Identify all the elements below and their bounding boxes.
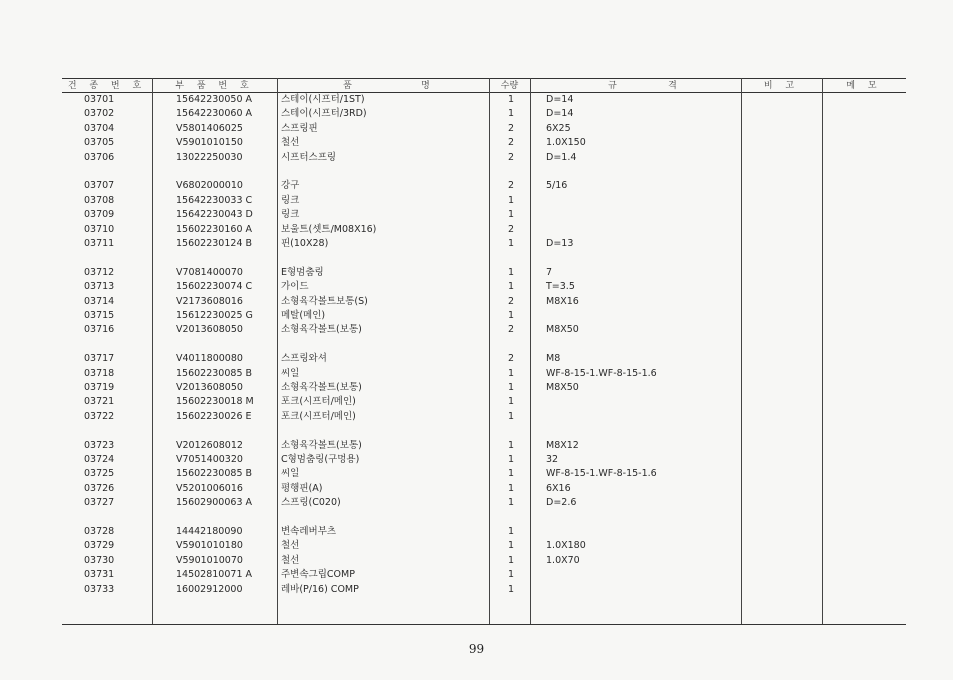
- part-no-cell: 15602230074 C: [176, 281, 253, 293]
- assembly-no-cell: 03719: [84, 382, 115, 393]
- assembly-no-cell: 03708: [84, 194, 115, 206]
- part-no-cell: V2173608016: [176, 295, 243, 307]
- header-spec-right: 격: [668, 81, 682, 91]
- assembly-no-cell: 03718: [84, 367, 115, 379]
- quantity-cell: 1: [507, 94, 515, 105]
- quantity-cell: 1: [507, 540, 515, 552]
- quantity-cell: 1: [507, 497, 515, 509]
- part-name-cell: 레바(P/16) COMP: [281, 583, 359, 595]
- part-name-cell: 소형육각볼트(보통): [281, 382, 362, 393]
- spec-cell: 7: [546, 266, 553, 278]
- spec-cell: 1.0X70: [546, 554, 580, 566]
- quantity-cell: 1: [507, 367, 515, 379]
- table-row: [0, 280, 953, 294]
- part-no-cell: 15602230085 B: [176, 367, 253, 379]
- spec-cell: M8X12: [546, 439, 579, 451]
- quantity-cell: 2: [507, 295, 515, 307]
- part-no-cell: 16002912000: [176, 583, 243, 595]
- table-row: [0, 439, 953, 453]
- table-row: [0, 583, 953, 597]
- part-no-cell: 15602230026 E: [176, 410, 252, 422]
- quantity-cell: 1: [507, 396, 515, 408]
- part-name-cell: 스프링핀: [281, 122, 318, 134]
- part-name-cell: 소형육각볼트(보통): [281, 324, 362, 336]
- table-row: [0, 309, 953, 323]
- part-no-cell: 15642230043 D: [176, 209, 253, 221]
- part-name-cell: 스프링와셔: [281, 353, 327, 365]
- assembly-no-cell: 03728: [84, 526, 115, 537]
- header-assembly-no: 건 종 번 호: [67, 81, 147, 91]
- part-no-cell: 14442180090: [176, 526, 243, 537]
- table-row: [0, 525, 953, 539]
- part-name-cell: 보울트(셋트/M08X16): [281, 223, 377, 235]
- quantity-cell: 2: [507, 137, 515, 149]
- assembly-no-cell: 03724: [84, 454, 115, 465]
- part-name-cell: 변속레버부츠: [281, 526, 337, 537]
- header-name-left: 품: [343, 81, 357, 91]
- part-no-cell: V4011800080: [176, 353, 243, 365]
- table-row: [0, 122, 953, 136]
- header-part-no: 부 품 번 호: [175, 81, 254, 91]
- table-row: [0, 367, 953, 381]
- part-no-cell: V6802000010: [176, 180, 243, 192]
- part-no-cell: 15602230160 A: [176, 223, 253, 235]
- quantity-cell: 1: [507, 569, 515, 581]
- part-name-cell: 스프링(C020): [281, 497, 341, 509]
- part-no-cell: 15642230050 A: [176, 94, 253, 105]
- table-row: [0, 237, 953, 251]
- part-no-cell: 14502810071 A: [176, 569, 253, 581]
- spec-cell: M8: [546, 353, 561, 365]
- table-row: [0, 568, 953, 582]
- quantity-cell: 1: [507, 382, 515, 393]
- part-name-cell: 씨일: [281, 367, 300, 379]
- table-row: [0, 223, 953, 237]
- assembly-no-cell: 03725: [84, 468, 115, 480]
- part-name-cell: 강구: [281, 180, 300, 192]
- table-row: [0, 136, 953, 150]
- quantity-cell: 1: [507, 194, 515, 206]
- quantity-cell: 1: [507, 526, 515, 537]
- part-no-cell: 13022250030: [176, 151, 243, 163]
- table-row: [0, 381, 953, 395]
- table-row: [0, 323, 953, 337]
- spec-cell: M8X16: [546, 295, 579, 307]
- spec-cell: D=13: [546, 238, 574, 249]
- part-name-cell: 스테이(시프터/1ST): [281, 94, 365, 105]
- spec-cell: 1.0X180: [546, 540, 586, 552]
- table-row: [0, 352, 953, 366]
- part-no-cell: V5901010150: [176, 137, 243, 149]
- header-memo: 메 모: [846, 81, 882, 91]
- part-no-cell: V5801406025: [176, 122, 243, 134]
- table-row: [0, 208, 953, 222]
- part-no-cell: 15612230025 G: [176, 310, 253, 321]
- spec-cell: 1.0X150: [546, 137, 586, 149]
- assembly-no-cell: 03709: [84, 209, 115, 221]
- part-name-cell: 철선: [281, 137, 300, 149]
- assembly-no-cell: 03733: [84, 583, 115, 595]
- part-name-cell: 철선: [281, 540, 300, 552]
- assembly-no-cell: 03710: [84, 223, 115, 235]
- table-row: [0, 151, 953, 165]
- part-name-cell: 주변속그립COMP: [281, 569, 355, 581]
- table-row: [0, 554, 953, 568]
- spec-cell: D=1.4: [546, 151, 577, 163]
- quantity-cell: 2: [507, 151, 515, 163]
- part-no-cell: V2012608012: [176, 439, 243, 451]
- spec-cell: WF-8-15-1.WF-8-15-1.6: [546, 468, 657, 480]
- part-no-cell: V5901010070: [176, 554, 243, 566]
- quantity-cell: 1: [507, 266, 515, 278]
- quantity-cell: 1: [507, 439, 515, 451]
- part-no-cell: 15602230124 B: [176, 238, 253, 249]
- table-bottom-rule: [62, 624, 906, 625]
- spec-cell: 5/16: [546, 180, 568, 192]
- table-row: [0, 179, 953, 193]
- assembly-no-cell: 03722: [84, 410, 115, 422]
- table-row: [0, 395, 953, 409]
- part-name-cell: 가이드: [281, 281, 309, 293]
- quantity-cell: 1: [507, 554, 515, 566]
- part-name-cell: 시프터스프링: [281, 151, 337, 163]
- table-row: [0, 482, 953, 496]
- part-name-cell: 스테이(시프터/3RD): [281, 108, 367, 120]
- part-name-cell: 링크: [281, 209, 300, 221]
- part-no-cell: V2013608050: [176, 324, 243, 336]
- assembly-no-cell: 03730: [84, 554, 115, 566]
- quantity-cell: 1: [507, 583, 515, 595]
- part-name-cell: E형멈춤링: [281, 266, 324, 278]
- assembly-no-cell: 03713: [84, 281, 115, 293]
- part-name-cell: 평행핀(A): [281, 482, 323, 494]
- assembly-no-cell: 03707: [84, 180, 115, 192]
- part-no-cell: 15602230085 B: [176, 468, 253, 480]
- part-no-cell: V5201006016: [176, 482, 243, 494]
- table-row: [0, 266, 953, 280]
- table-row: [0, 539, 953, 553]
- assembly-no-cell: 03716: [84, 324, 115, 336]
- header-spec-left: 규: [608, 81, 622, 91]
- spec-cell: D=14: [546, 108, 574, 120]
- part-no-cell: 15602900063 A: [176, 497, 253, 509]
- spec-cell: T=3.5: [546, 281, 575, 293]
- assembly-no-cell: 03706: [84, 151, 115, 163]
- part-no-cell: V5901010180: [176, 540, 243, 552]
- assembly-no-cell: 03717: [84, 353, 115, 365]
- assembly-no-cell: 03727: [84, 497, 115, 509]
- quantity-cell: 2: [507, 223, 515, 235]
- assembly-no-cell: 03702: [84, 108, 115, 120]
- quantity-cell: 1: [507, 410, 515, 422]
- part-name-cell: 링크: [281, 194, 300, 206]
- header-top-rule: [62, 78, 906, 79]
- spec-cell: WF-8-15-1.WF-8-15-1.6: [546, 367, 657, 379]
- part-name-cell: 포크(시프터/메인): [281, 396, 356, 408]
- assembly-no-cell: 03729: [84, 540, 115, 552]
- quantity-cell: 2: [507, 122, 515, 134]
- spec-cell: 6X16: [546, 482, 571, 494]
- table-row: [0, 410, 953, 424]
- spec-cell: M8X50: [546, 382, 579, 393]
- assembly-no-cell: 03711: [84, 238, 115, 249]
- assembly-no-cell: 03714: [84, 295, 115, 307]
- part-name-cell: 철선: [281, 554, 300, 566]
- part-name-cell: 소형육각볼트(보통): [281, 439, 362, 451]
- quantity-cell: 2: [507, 324, 515, 336]
- table-row: [0, 295, 953, 309]
- part-name-cell: 핀(10X28): [281, 238, 329, 249]
- part-name-cell: 씨일: [281, 468, 300, 480]
- assembly-no-cell: 03726: [84, 482, 115, 494]
- assembly-no-cell: 03723: [84, 439, 115, 451]
- spec-cell: D=2.6: [546, 497, 577, 509]
- quantity-cell: 1: [507, 454, 515, 465]
- table-row: [0, 107, 953, 121]
- part-no-cell: 15602230018 M: [176, 396, 254, 408]
- page-number: 99: [468, 642, 485, 656]
- quantity-cell: 1: [507, 281, 515, 293]
- spec-cell: D=14: [546, 94, 574, 105]
- part-no-cell: V2013608050: [176, 382, 243, 393]
- header-quantity: 수량: [500, 81, 519, 91]
- quantity-cell: 1: [507, 238, 515, 249]
- table-row: [0, 496, 953, 510]
- quantity-cell: 1: [507, 310, 515, 321]
- part-no-cell: V7081400070: [176, 266, 243, 278]
- part-no-cell: 15642230033 C: [176, 194, 253, 206]
- part-name-cell: 소형육각볼트보통(S): [281, 295, 368, 307]
- table-row: [0, 453, 953, 467]
- spec-cell: M8X50: [546, 324, 579, 336]
- quantity-cell: 2: [507, 353, 515, 365]
- header-remark: 비 고: [763, 81, 800, 91]
- part-no-cell: V7051400320: [176, 454, 243, 465]
- table-row: [0, 194, 953, 208]
- quantity-cell: 2: [507, 180, 515, 192]
- part-name-cell: 포크(시프터/메인): [281, 410, 356, 422]
- assembly-no-cell: 03704: [84, 122, 115, 134]
- quantity-cell: 1: [507, 209, 515, 221]
- part-name-cell: 메탈(메인): [281, 310, 326, 321]
- spec-cell: 32: [546, 454, 559, 465]
- table-row: [0, 467, 953, 481]
- assembly-no-cell: 03731: [84, 569, 115, 581]
- assembly-no-cell: 03705: [84, 137, 115, 149]
- assembly-no-cell: 03715: [84, 310, 115, 321]
- quantity-cell: 1: [507, 482, 515, 494]
- header-name-right: 명: [421, 81, 435, 91]
- spec-cell: 6X25: [546, 122, 571, 134]
- table-row: [0, 93, 953, 107]
- part-name-cell: C형멈춤링(구멍용): [281, 454, 360, 465]
- assembly-no-cell: 03712: [84, 266, 115, 278]
- assembly-no-cell: 03721: [84, 396, 115, 408]
- assembly-no-cell: 03701: [84, 94, 115, 105]
- part-no-cell: 15642230060 A: [176, 108, 253, 120]
- quantity-cell: 1: [507, 468, 515, 480]
- quantity-cell: 1: [507, 108, 515, 120]
